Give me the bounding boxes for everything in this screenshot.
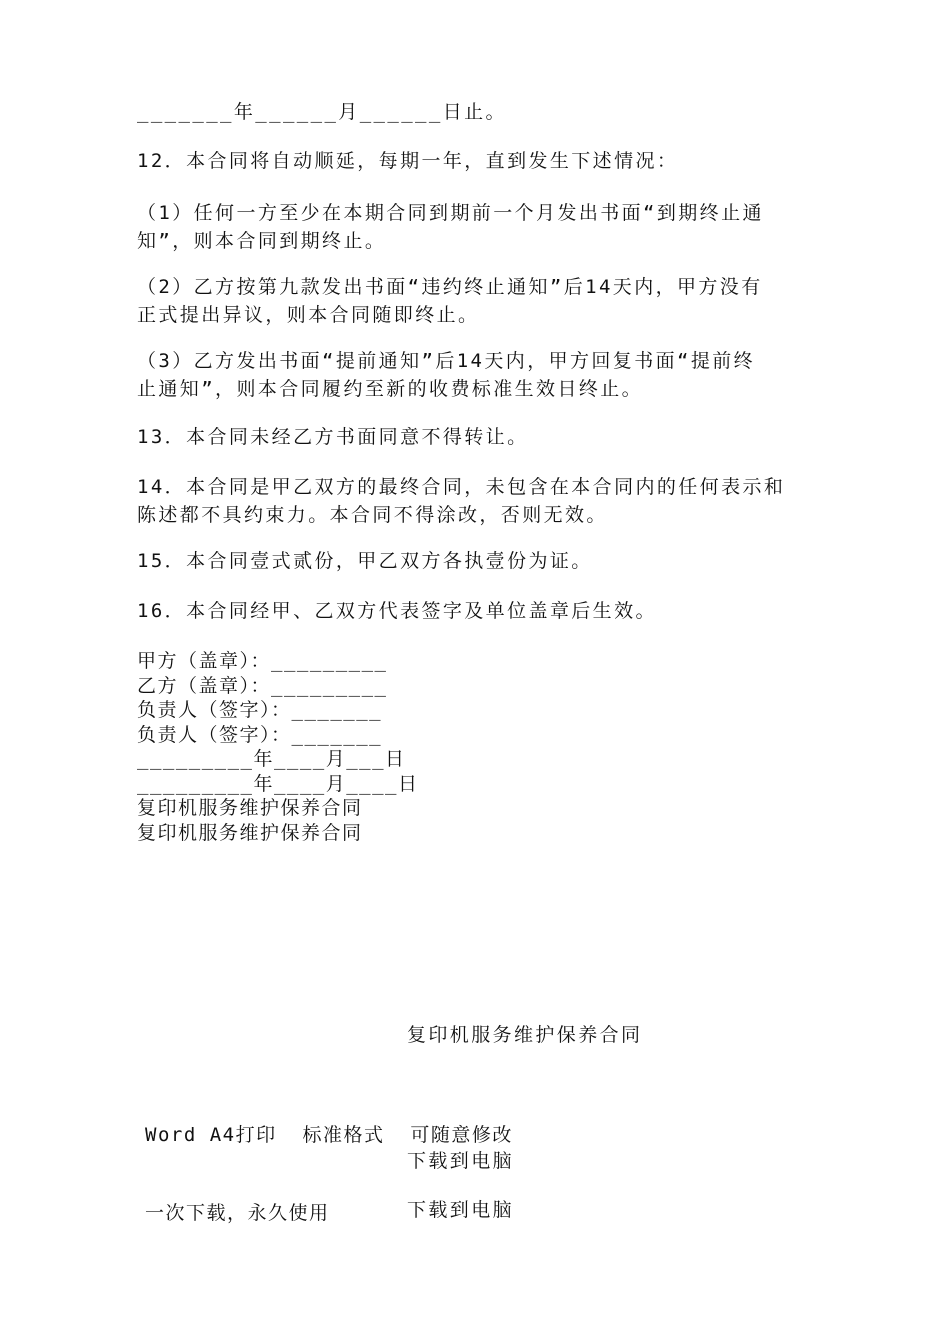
- clause-12-item-3: [137, 347, 817, 403]
- download-link-1[interactable]: 下载到电脑: [407, 1150, 515, 1172]
- clause-12-item-3-line-2: 止通知”，则本合同履约至新的收费标准生效日终止。: [137, 378, 644, 400]
- footer-title: 复印机服务维护保养合同: [407, 1024, 643, 1046]
- promo-line-2: 一次下载，永久使用: [145, 1202, 330, 1224]
- clause-12-item-1-line-1: （1）任何一方至少在本期合同到期前一个月发出书面“到期终止通: [137, 202, 764, 224]
- clause-12-item-3-line-1: （3）乙方发出书面“提前通知”后14天内，甲方回复书面“提前终: [137, 350, 756, 372]
- signature-date-2: _________年____月____日: [137, 772, 419, 795]
- signature-date-1: _________年____月___日: [137, 748, 406, 770]
- date-end-line: _______年______月______日止。: [137, 101, 507, 123]
- party-b-seal: 乙方（盖章）：_________: [137, 674, 388, 697]
- clause-12: 12．本合同将自动顺延，每期一年，直到发生下述情况：: [137, 150, 679, 172]
- promo-block: [145, 1070, 513, 1278]
- clause-14-line-2: 陈述都不具约束力。本合同不得涂改，否则无效。: [137, 504, 608, 526]
- party-a-seal: 甲方（盖章）：_________: [137, 650, 388, 672]
- clause-14-line-1: 14．本合同是甲乙双方的最终合同，未包含在本合同内的任何表示和: [137, 476, 786, 498]
- clause-16: 16．本合同经甲、乙双方代表签字及单位盖章后生效。: [137, 600, 657, 622]
- clause-13: 13．本合同未经乙方书面同意不得转让。: [137, 426, 529, 448]
- clause-12-item-1-line-2: 知”，则本合同到期终止。: [137, 230, 387, 252]
- signature-block: [137, 649, 418, 845]
- clause-14: [137, 473, 817, 529]
- representative-signature-1: 负责人（签字）：_______: [137, 699, 383, 721]
- representative-signature-2: 负责人（签字）：_______: [137, 723, 383, 746]
- clause-12-item-2: [137, 273, 817, 329]
- clause-12-item-2-line-2: 正式提出异议，则本合同随即终止。: [137, 304, 480, 326]
- promo-line-1: Word A4打印 标准格式 可随意修改: [145, 1124, 513, 1146]
- contract-title-2: 复印机服务维护保养合同: [137, 821, 363, 844]
- contract-title-1: 复印机服务维护保养合同: [137, 797, 363, 819]
- clause-12-item-2-line-1: （2）乙方按第九款发出书面“违约终止通知”后14天内，甲方没有: [137, 276, 763, 298]
- clause-12-item-1: [137, 199, 817, 255]
- download-link-2[interactable]: 下载到电脑: [407, 1199, 515, 1221]
- clause-15: 15．本合同壹式贰份，甲乙双方各执壹份为证。: [137, 550, 593, 572]
